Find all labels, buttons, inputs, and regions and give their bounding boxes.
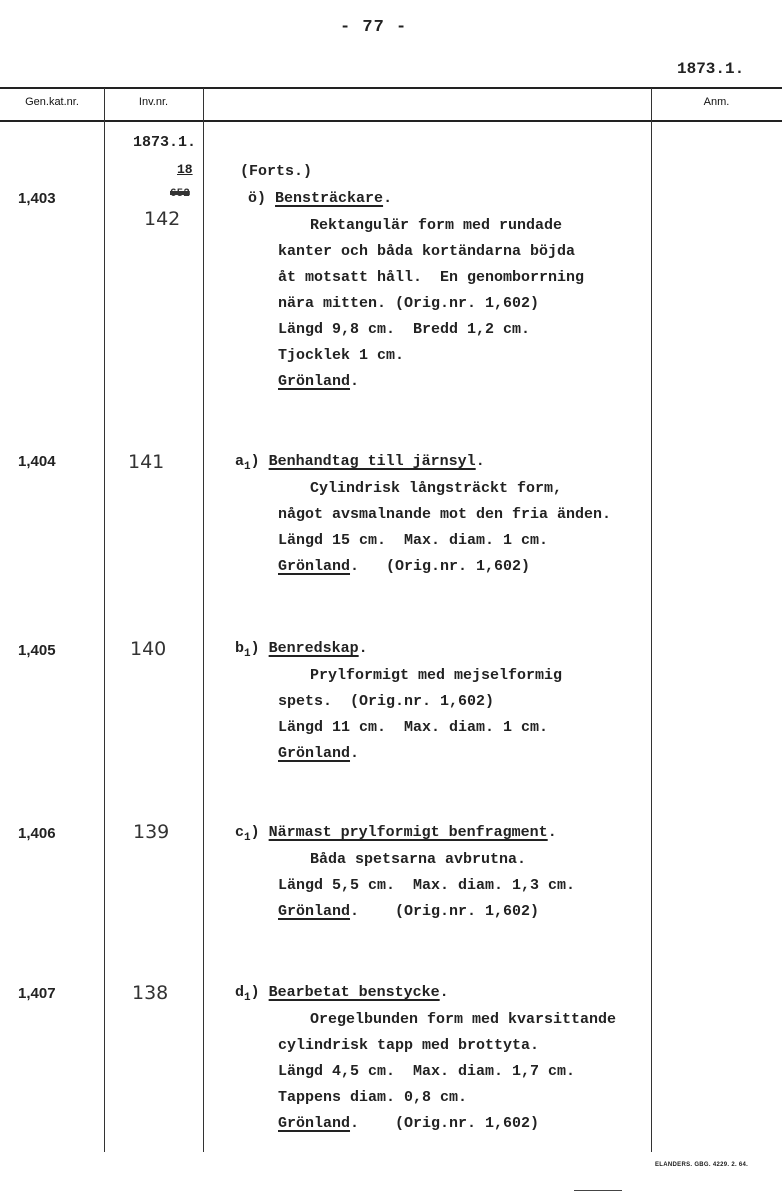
description-line: cylindrisk tapp med brottyta.: [278, 1037, 540, 1054]
description-line: Cylindrisk långsträckt form,: [310, 480, 563, 497]
entry-label: $c_1$) Närmast prylformigt benfragment.: [235, 824, 557, 844]
locality: Grönland: [278, 903, 351, 920]
description-line: Längd 5,5 cm. Max. diam. 1,3 cm.: [278, 877, 576, 894]
entry-letter: b: [235, 640, 245, 657]
continuation-accession: 1873.1.: [133, 134, 197, 151]
locality-line: Grönland. (Orig.nr. 1,602): [278, 903, 540, 920]
entry-letter: d: [235, 984, 245, 1001]
entry-title: Bearbetat benstycke: [268, 984, 440, 1001]
entry-title: Benhandtag till järnsyl: [268, 453, 476, 470]
header-gen-kat-nr: Gen.kat.nr.: [25, 96, 79, 108]
page-number: - 77 -: [340, 18, 408, 37]
gen-kat-nr: 1,407: [18, 985, 56, 1002]
locality: Grönland: [278, 558, 351, 575]
crossed-out-inv-number: 652: [170, 188, 190, 200]
description-line: spets. (Orig.nr. 1,602): [278, 693, 495, 710]
locality-line: Grönland. (Orig.nr. 1,602): [278, 1115, 540, 1132]
locality: Grönland: [278, 1115, 351, 1132]
table-header-rule: [0, 120, 782, 122]
inv-nr-handwritten: 138: [132, 982, 169, 1004]
column-divider-gen-inv: [104, 88, 105, 1152]
entry-title: Närmast prylformigt benfragment: [268, 824, 548, 841]
header-anm: Anm.: [703, 96, 730, 108]
locality-line: Grönland. (Orig.nr. 1,602): [278, 558, 531, 575]
continuation-inv-typed: 18: [177, 162, 193, 177]
gen-kat-nr: 1,405: [18, 642, 56, 659]
description-line: Prylformigt med mejselformig: [310, 667, 563, 684]
inv-nr-handwritten: 140: [130, 638, 167, 660]
description-line: Oregelbunden form med kvarsittande: [310, 1011, 617, 1028]
column-divider-desc-anm: [651, 88, 652, 1152]
description-line: Rektangulär form med rundade: [310, 217, 563, 234]
description-line: Båda spetsarna avbrutna.: [310, 851, 527, 868]
continuation-note: (Forts.): [240, 163, 313, 180]
header-inv-nr: Inv.nr.: [138, 96, 169, 108]
locality: Grönland: [278, 373, 351, 390]
description-line: Tjocklek 1 cm.: [278, 347, 405, 364]
inv-nr-handwritten: 141: [128, 451, 165, 473]
accession-header: 1873.1.: [677, 60, 745, 78]
entry-title: Bensträckare: [275, 190, 384, 207]
entry-title: Benredskap: [268, 640, 359, 657]
description-line: Längd 15 cm. Max. diam. 1 cm.: [278, 532, 549, 549]
gen-kat-nr: 1,403: [18, 190, 56, 207]
inv-nr-handwritten: 139: [133, 821, 170, 843]
entry-label: $b_1$) Benredskap.: [235, 640, 368, 660]
description-line: något avsmalnande mot den fria änden.: [278, 506, 612, 523]
inv-nr-handwritten: 142: [144, 208, 181, 230]
footer-rule: [574, 1190, 622, 1191]
description-line: Längd 4,5 cm. Max. diam. 1,7 cm.: [278, 1063, 576, 1080]
entry-letter: c: [235, 824, 245, 841]
gen-kat-nr: 1,404: [18, 453, 56, 470]
column-divider-inv-desc: [203, 88, 204, 1152]
locality-line: Grönland.: [278, 745, 360, 762]
gen-kat-nr: 1,406: [18, 825, 56, 842]
entry-letter: a: [235, 453, 245, 470]
table-top-rule: [0, 87, 782, 89]
description-line: nära mitten. (Orig.nr. 1,602): [278, 295, 540, 312]
entry-label: $d_1$) Bearbetat benstycke.: [235, 984, 449, 1004]
description-line: Längd 11 cm. Max. diam. 1 cm.: [278, 719, 549, 736]
entry-letter: ö): [248, 190, 267, 207]
description-line: Tappens diam. 0,8 cm.: [278, 1089, 468, 1106]
description-line: kanter och båda kortändarna böjda: [278, 243, 576, 260]
locality: Grönland: [278, 745, 351, 762]
entry-label: ö) Bensträckare.: [248, 190, 393, 207]
printer-imprint: ELANDERS. GBG. 4229. 2. 64.: [655, 1162, 749, 1168]
locality-line: Grönland.: [278, 373, 360, 390]
entry-label: $a_1$) Benhandtag till järnsyl.: [235, 453, 485, 473]
description-line: åt motsatt håll. En genomborrning: [278, 269, 585, 286]
description-line: Längd 9,8 cm. Bredd 1,2 cm.: [278, 321, 531, 338]
